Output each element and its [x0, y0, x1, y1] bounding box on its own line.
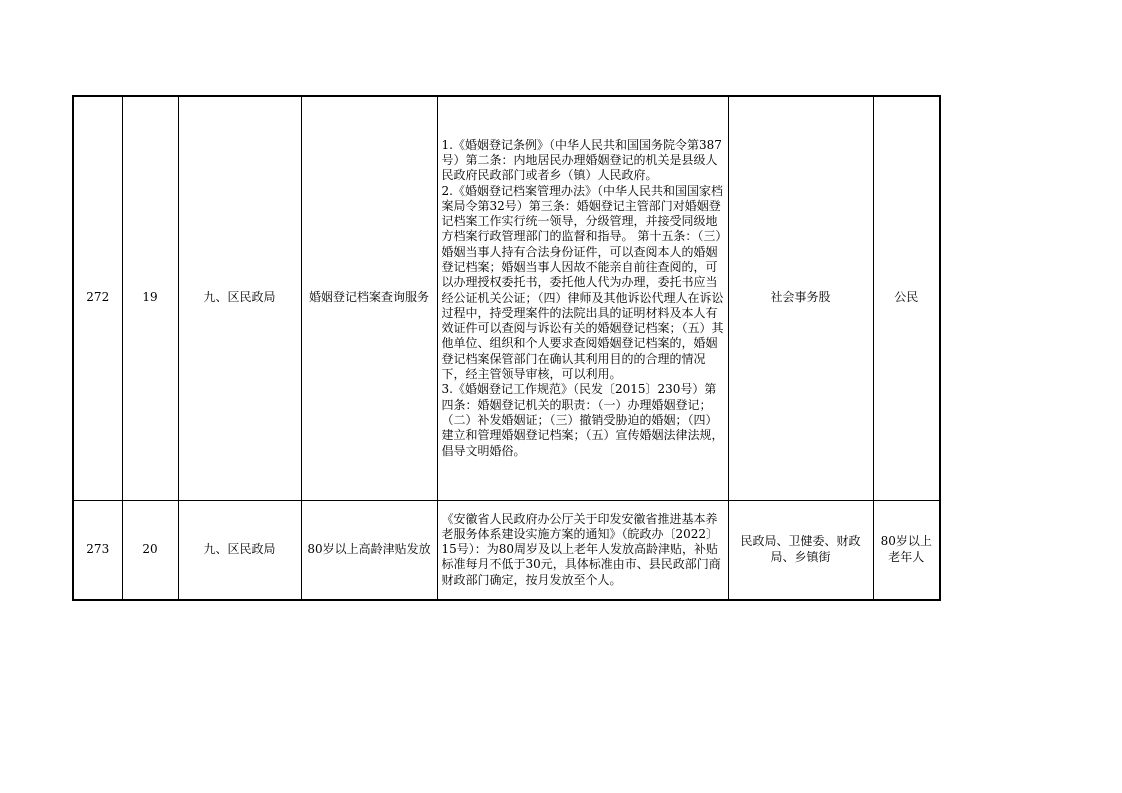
- service-list-table: [72, 95, 941, 601]
- service-item-cell: 婚姻登记档案查询服务: [301, 96, 437, 500]
- department-cell: 九、区民政局: [178, 96, 301, 500]
- table-row: [73, 500, 940, 600]
- legal-basis-paragraph: 3.《婚姻登记工作规范》（民发〔2015〕230号）第四条：婚姻登记机关的职责：（一）办理婚姻登记；（二）补发婚姻证；（三）撤销受胁迫的婚姻；（四）建立和管理婚姻登记档案；（五）宣传婚姻法律法规，倡导文明婚俗。: [441, 382, 724, 458]
- legal-basis-cell: [437, 96, 728, 500]
- legal-basis-paragraph: 《安徽省人民政府办公厅关于印发安徽省推进基本养老服务体系建设实施方案的通知》（皖政办〔2022〕15号）：为80周岁及以上老年人发放高龄津贴，补贴标准每月不低于30元，具体标准由市、县民政部门商财政部门确定，按月发放至个人。: [441, 511, 721, 587]
- responsible-unit-cell: 社会事务股: [728, 96, 873, 500]
- legal-basis-cell: [437, 500, 728, 600]
- legal-basis-paragraph: 1.《婚姻登记条例》（中华人民共和国国务院令第387号）第二条：内地居民办理婚姻登记的机关是县级人民政府民政部门或者乡（镇）人民政府。: [441, 137, 722, 183]
- responsible-unit-cell: 民政局、卫健委、财政局、乡镇街: [728, 500, 873, 600]
- service-target-cell: 公民: [873, 96, 940, 500]
- service-target-cell: 80岁以上老年人: [873, 500, 940, 600]
- sub-number-cell: 19: [122, 96, 178, 500]
- sub-number-cell: 20: [122, 500, 178, 600]
- serial-number-cell: 273: [73, 500, 122, 600]
- table-row: [73, 96, 940, 500]
- serial-number-cell: 272: [73, 96, 122, 500]
- service-item-cell: 80岁以上高龄津贴发放: [301, 500, 437, 600]
- legal-basis-paragraph: 2.《婚姻登记档案管理办法》（中华人民共和国国家档案局令第32号）第三条：婚姻登记主管部门对婚姻登记档案工作实行统一领导，分级管理，并接受同级地方档案行政管理部门的监督和指导。 第十五条：（三）婚姻当事人持有合法身份证件，可以查阅本人的婚姻登记档案；婚姻当事人因故不能亲自前往查阅的，可以办理授权委托书，委托他人代为办理，委托书应当经公证机关公证；（四）律师及其他诉讼代理人在诉讼过程中，持受理案件的法院出具的证明材料及本人有效证件可以查阅与诉讼有关的婚姻登记档案；（五）其他单位、组织和个人要求查阅婚姻登记档案的，婚姻登记档案保管部门在确认其利用目的的合理的情况下，经主管领导审核，可以利用。: [441, 183, 724, 382]
- department-cell: 九、区民政局: [178, 500, 301, 600]
